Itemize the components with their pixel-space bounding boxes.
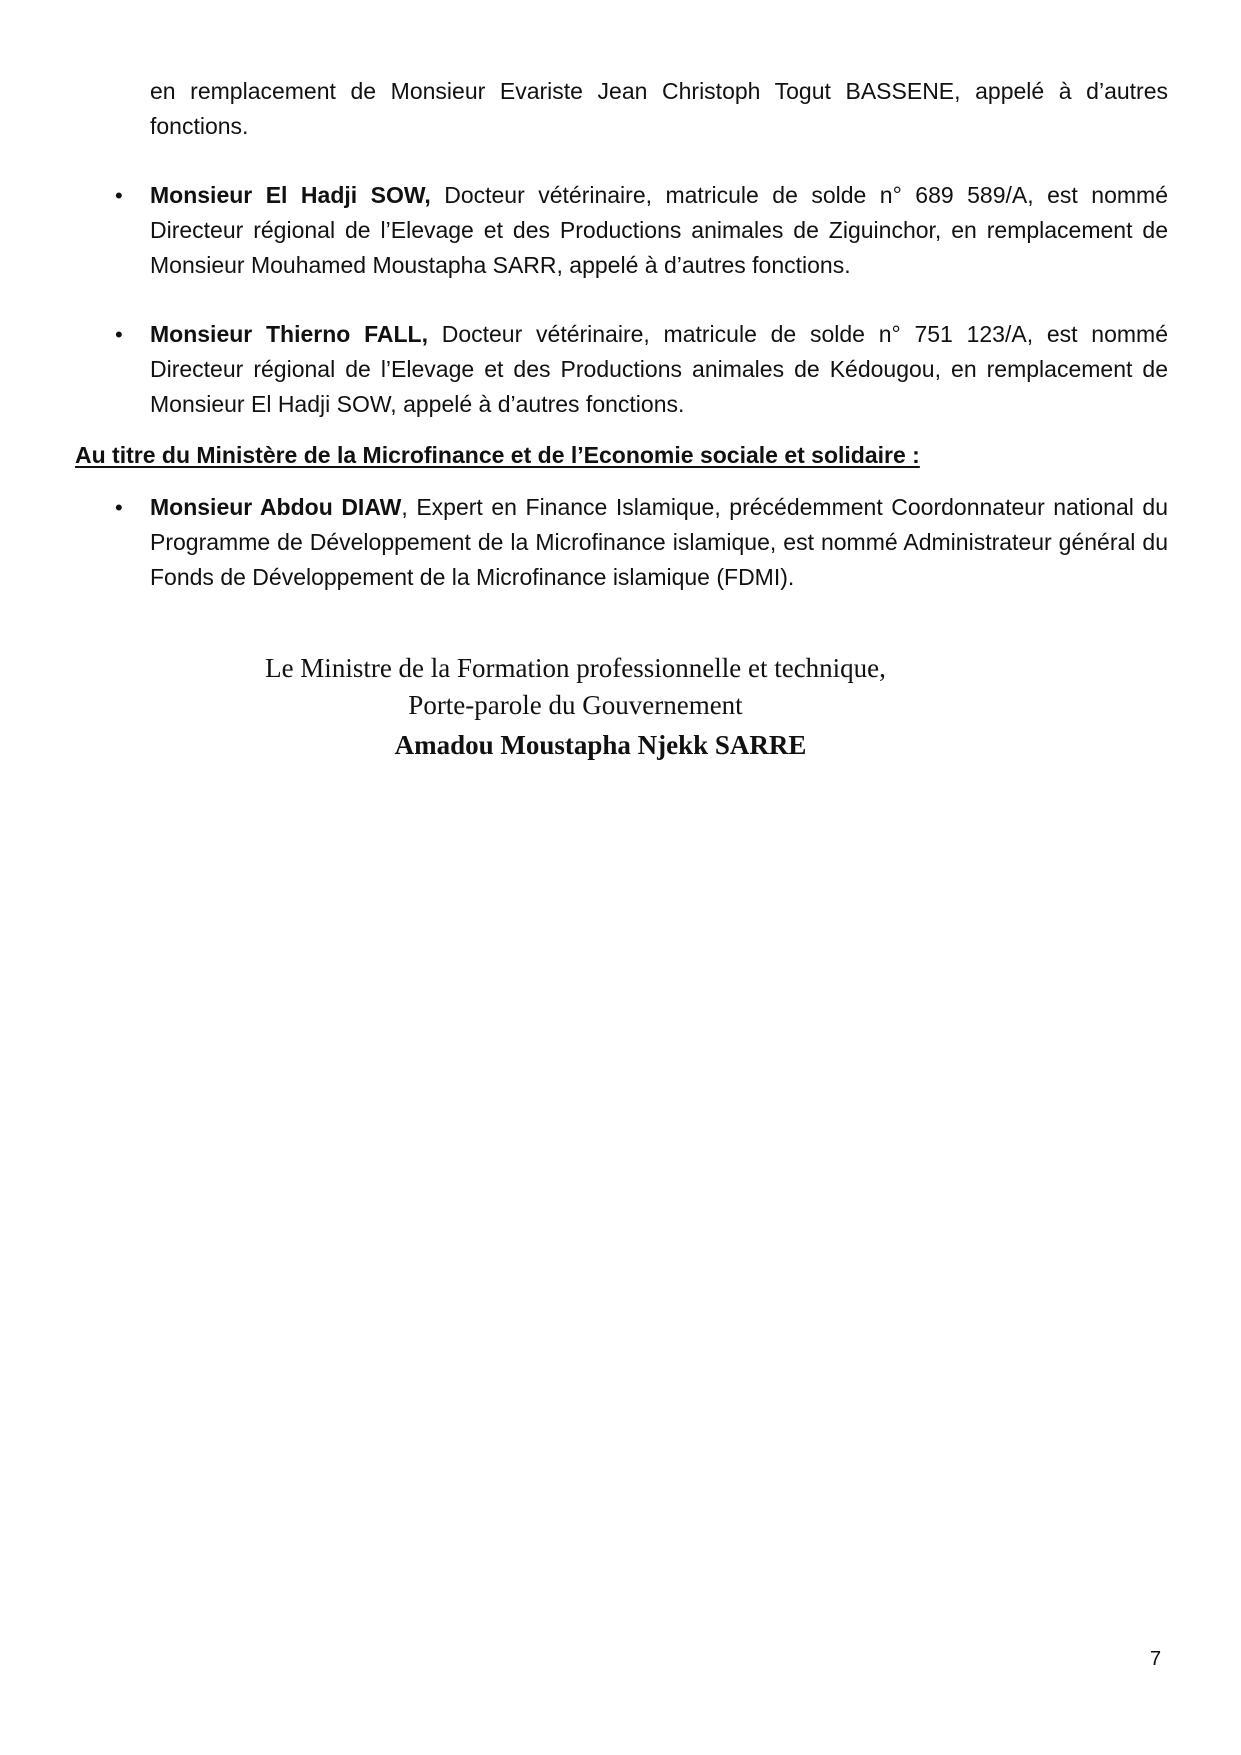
appointment-text: , Expert en Finance Islamique, précédemment Coordonnateur national du Programme de Développement de la Microfinance islamique, est nommé Administrateur général du Fonds de Développement de la Microfinance islamique (FDMI). — [150, 494, 1169, 590]
appointment-text: Docteur vétérinaire, matricule de solde n° 751 123/A, est nommé Directeur régional de l’Elevage et des Productions animales de Kédougou, en remplacement de Monsieur El Hadji SOW, appelé à d’autres fonctions. — [150, 321, 1168, 417]
appointment-text: Docteur vétérinaire, matricule de solde n° 689 589/A, est nommé Directeur régional de l’Elevage et des Productions animales de Ziguinchor, en remplacement de Monsieur Mouhamed Moustapha SARR, appelé à d’autres fonctions. — [150, 182, 1168, 278]
appointment-item — [115, 178, 1168, 283]
appointee-name: Monsieur El Hadji SOW, — [150, 182, 431, 208]
appointee-name: Monsieur Abdou DIAW — [150, 494, 402, 520]
bullet-icon: • — [115, 322, 123, 347]
appointment-item — [115, 317, 1168, 422]
signature-title: Le Ministre de la Formation professionnelle et technique, — [265, 653, 886, 683]
appointment-item — [115, 490, 1169, 595]
section-heading: Au titre du Ministère de la Microfinance et de l’Economie sociale et solidaire : — [75, 442, 920, 468]
signature-name: Amadou Moustapha Njekk SARRE — [394, 730, 807, 760]
appointee-name: Monsieur Thierno FALL, — [150, 321, 428, 347]
continuation-paragraph: en remplacement de Monsieur Evariste Jean Christoph Togut BASSENE, appelé à d’autres fonctions. — [150, 78, 1168, 139]
page-number: 7 — [1150, 1648, 1162, 1670]
bullet-icon: • — [115, 183, 123, 208]
bullet-icon: • — [115, 495, 123, 520]
signature-role: Porte-parole du Gouvernement — [408, 690, 743, 720]
